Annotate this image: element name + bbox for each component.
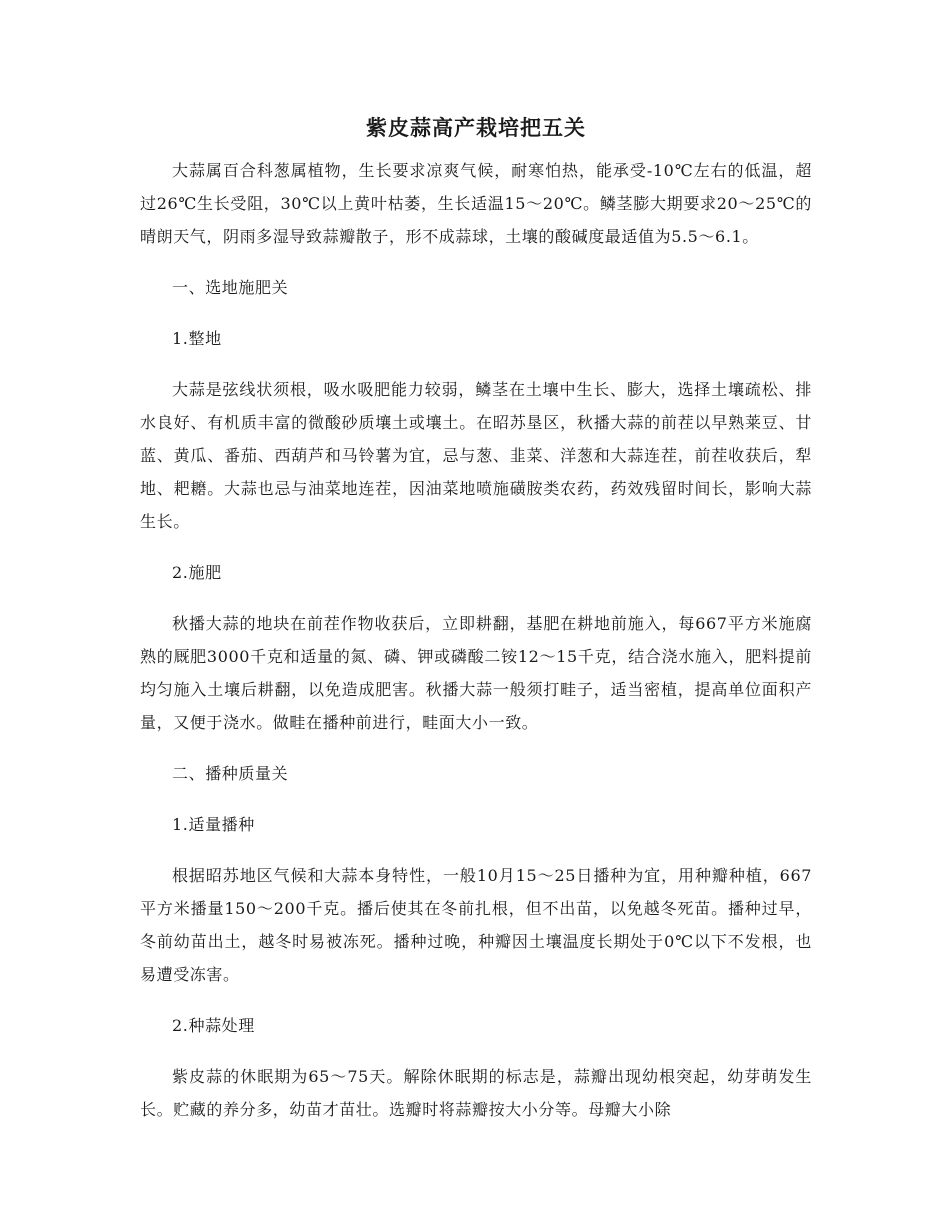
section-1-sub-1-heading: 1.整地 — [172, 329, 222, 348]
document-title: 紫皮蒜高产栽培把五关 — [366, 115, 586, 140]
section-2-sub-2-heading: 2.种蒜处理 — [172, 1016, 255, 1035]
section-1-sub-2-heading: 2.施肥 — [172, 563, 222, 582]
section-1-heading: 一、选地施肥关 — [172, 278, 289, 297]
section-2-sub-2-paragraph: 紫皮蒜的休眠期为65～75天。解除休眠期的标志是，蒜瓣出现幼根突起，幼芽萌发生长。贮藏的养分多，幼苗才苗壮。选瓣时将蒜瓣按大小分等。母瓣大小除 — [140, 1067, 812, 1119]
document-body — [140, 112, 812, 1144]
intro-paragraph: 大蒜属百合科葱属植物，生长要求凉爽气候，耐寒怕热，能承受-10℃左右的低温，超过26℃生长受阻，30℃以上黄叶枯萎，生长适温15～20℃。鳞茎膨大期要求20～25℃的晴朗天气，阴雨多湿导致蒜瓣散子，形不成蒜球，土壤的酸碱度最适值为5.5～6.1。 — [140, 161, 812, 246]
section-1-sub-1-paragraph: 大蒜是弦线状须根，吸水吸肥能力较弱，鳞茎在土壤中生长、膨大，选择土壤疏松、排水良好、有机质丰富的微酸砂质壤土或壤土。在昭苏垦区，秋播大蒜的前茬以早熟莱豆、甘蓝、黄瓜、番茄、西葫芦和马铃薯为宜，忌与葱、韭菜、洋葱和大蒜连茬，前茬收获后，犁地、耙耱。大蒜也忌与油菜地连茬，因油菜地喷施磺胺类农药，药效残留时间长，影响大蒜生长。 — [140, 380, 812, 531]
section-2-sub-1-paragraph: 根据昭苏地区气候和大蒜本身特性，一般10月15～25日播种为宜，用种瓣种植，667平方米播量150～200千克。播后使其在冬前扎根，但不出苗，以免越冬死苗。播种过早，冬前幼苗出土，越冬时易被冻死。播种过晚，种瓣因土壤温度长期处于0℃以下不发根，也易遭受冻害。 — [140, 866, 812, 984]
section-1-sub-2-paragraph: 秋播大蒜的地块在前茬作物收获后，立即耕翻，基肥在耕地前施入，每667平方米施腐熟的厩肥3000千克和适量的氮、磷、钾或磷酸二铵12～15千克，结合浇水施入，肥料提前均匀施入土壤后耕翻，以免造成肥害。秋播大蒜一般须打畦子，适当密植，提高单位面积产量，又便于浇水。做畦在播种前进行，畦面大小一致。 — [140, 614, 812, 732]
section-2-heading: 二、播种质量关 — [172, 764, 289, 783]
section-2-sub-1-heading: 1.适量播种 — [172, 815, 255, 834]
